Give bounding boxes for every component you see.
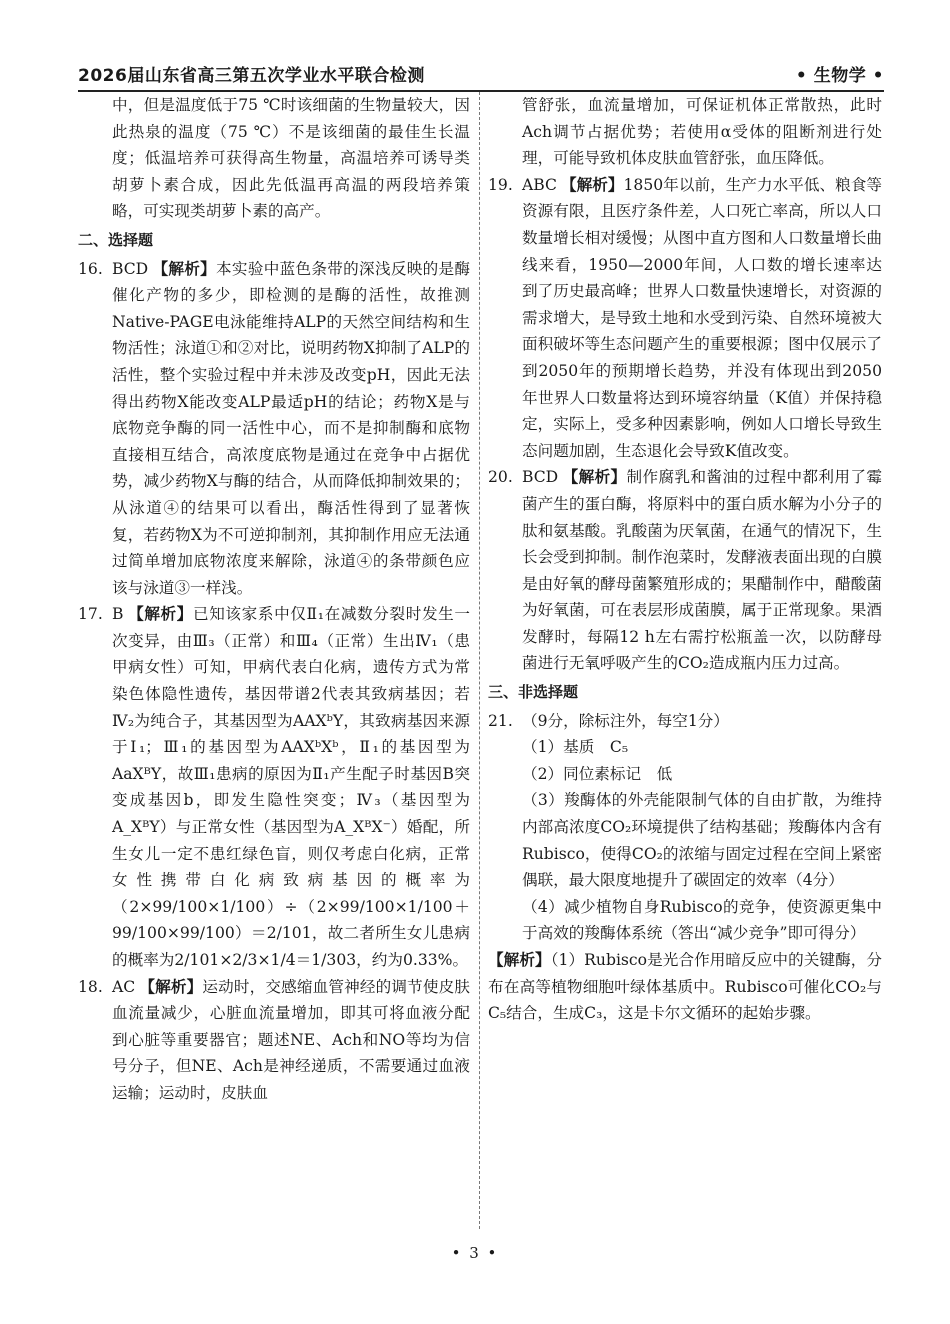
answer-item-17 xyxy=(78,601,470,973)
analysis-text: 本实验中蓝色条带的深浅反映的是酶催化产物的多少，即检测的是酶的活性，故推测Native-PAGE电泳能维持ALP的天然空间结构和生物活性；泳道①和②对比，说明药物X抑制了ALP的活性，整个实验过程中并未涉及改变pH，因此无法得出药物X能改变ALP最适pH的结论；药物X是与底物竞争酶的同一活性中心，而不是抑制酶和底物直接相互结合，高浓度底物是通过在竞争中占据优势，减少药物X与酶的结合，从而降低抑制效果的；从泳道④的结果可以看出，酶活性得到了显著恢复，若药物X为不可逆抑制剂，其抑制作用应无法通过简单增加底物浓度来解除，泳道④的条带颜色应该与泳道③一样浅。 xyxy=(112,259,470,597)
q21-analysis xyxy=(488,947,882,1027)
right-column xyxy=(488,92,882,1229)
section-heading-nonchoice: 三、非选择题 xyxy=(488,683,579,702)
answer-part-1: （1）基质 C₅ xyxy=(522,738,629,757)
analysis-tag: 【解析】 xyxy=(560,174,624,194)
answer-key: BCD xyxy=(112,259,149,278)
answer-item-16 xyxy=(78,256,470,602)
subject-label: • 生物学 • xyxy=(795,66,884,86)
analysis-tag: 【解析】 xyxy=(562,467,627,487)
score-note: （9分，除标注外，每空1分） xyxy=(522,711,729,730)
analysis-text: 1850年以前，生产力水平低、粮食等资源有限，且医疗条件差，人口死亡率高，所以人口数量增长相对缓慢；从图中直方图和人口数量增长曲线来看，1950—2000年间，人口数的增长速率达到了历史最高峰；世界人口数量快速增长，对资源的需求增大，是导致土地和水受到污染、自然环境被大面积破坏等生态问题产生的重要根源；图中仅展示了到2050年的预期增长趋势，并没有体现出到2050年世界人口数量将达到环境容纳量（K值）并保持稳定，实际上，受多种因素影响，例如人口增长导致生态问题加剧，生态退化会导致K值改变。 xyxy=(522,175,882,460)
answer-key: AC xyxy=(112,977,136,996)
section-heading-choice: 二、选择题 xyxy=(78,230,154,249)
column-divider xyxy=(479,92,480,1229)
analysis-tag: 【解析】 xyxy=(139,976,203,996)
analysis-tag: 【解析】 xyxy=(127,604,193,624)
item-number: 19. xyxy=(488,175,513,194)
analysis-text: 制作腐乳和酱油的过程中都利用了霉菌产生的蛋白酶，将原料中的蛋白质水解为小分子的肽和氨基酸。乳酸菌为厌氧菌，在通气的情况下，生长会受到抑制。制作泡菜时，发酵液表面出现的白膜是由好氧的酵母菌繁殖形成的；果醋制作中，醋酸菌为好氧菌，可在表层形成菌膜，属于正常现象。果酒发酵时，每隔12 h左右需拧松瓶盖一次，以防酵母菌进行无氧呼吸产生的CO₂造成瓶内压力过高。 xyxy=(522,468,882,673)
answer-part-3: （3）羧酶体的外壳能限制气体的自由扩散，为维持内部高浓度CO₂环境提供了结构基础；羧酶体内含有Rubisco，使得CO₂的浓缩与固定过程在空间上紧密偶联，最大限度地提升了碳固定的效率（4分） xyxy=(522,791,882,890)
q15-continued-text: 中，但是温度低于75 ℃时该细菌的生物量较大，因此热泉的温度（75 ℃）不是该细菌的最佳生长温度；低温培养可获得高生物量，高温培养可诱导类胡萝卜素合成，因此先低温再高温的两段培养策略，可实现类胡萝卜素的高产。 xyxy=(112,96,470,221)
page-number: • 3 • xyxy=(451,1244,499,1262)
answer-item-20 xyxy=(488,464,882,677)
analysis-tag: 【解析】 xyxy=(152,258,217,278)
analysis-text: 运动时，交感缩血管神经的调节使皮肤血流量减少，心脏血流量增加，即其可将血液分配到心脏等重要器官；题述NE、Ach和NO等均为信号分子，但NE、Ach是神经递质，不需要通过血液运输；运动时，皮肤血 xyxy=(112,977,470,1102)
item-number: 17. xyxy=(78,605,103,624)
analysis-text: （1）Rubisco是光合作用暗反应中的关键酶，分布在高等植物细胞叶绿体基质中。Rubisco可催化CO₂与C₅结合，生成C₃，这是卡尔文循环的起始步骤。 xyxy=(488,951,882,1023)
analysis-tag: 【解析】 xyxy=(488,950,551,969)
item-number: 20. xyxy=(488,468,513,487)
item-number: 18. xyxy=(78,977,103,996)
left-column xyxy=(78,92,470,1229)
answer-part-2: （2）同位素标记 低 xyxy=(522,764,673,783)
q18-continued-text: 管舒张，血流量增加，可保证机体正常散热，此时Ach调节占据优势；若使用α受体的阻断剂进行处理，可能导致机体皮肤血管舒张，血压降低。 xyxy=(522,96,882,168)
answer-part-4: （4）减少植物自身Rubisco的竞争，使资源更集中于高效的羧酶体系统（答出“减少竞争”即可得分） xyxy=(522,897,882,943)
item-number: 21. xyxy=(488,711,513,730)
answer-key: B xyxy=(112,605,124,624)
answer-key: ABC xyxy=(522,175,557,194)
page-header xyxy=(78,52,884,92)
analysis-text: 已知该家系中仅Ⅱ₁在减数分裂时发生一次变异，由Ⅲ₃（正常）和Ⅲ₄（正常）生出Ⅳ₁（患甲病女性）可知，甲病代表白化病，遗传方式为常染色体隐性遗传，基因带谱2代表其致病基因；若Ⅳ₂为纯合子，其基因型为AAXᵇY，其致病基因来源于Ⅰ₁；Ⅲ₁的基因型为AAXᵇXᵇ，Ⅱ₁的基因型为AaXᴮY，故Ⅲ₁患病的原因为Ⅱ₁产生配子时基因B突变成基因b，即发生隐性突变；Ⅳ₃（基因型为A_XᴮY）与正常女性（基因型为A_XᴮX⁻）婚配，所生女儿一定不患红绿色盲，则仅考虑白化病，正常女性携带白化病致病基因的概率为（2×99/100×1/100）÷（2×99/100×1/100＋99/100×99/100）＝2/101，故二者所生女儿患病的概率为2/101×2/3×1/4＝1/303，约为0.33%。 xyxy=(112,605,470,969)
exam-title: 2026届山东省高三第五次学业水平联合检测 xyxy=(78,66,425,86)
answer-key: BCD xyxy=(522,468,559,487)
item-number: 16. xyxy=(78,259,103,278)
answer-item-19 xyxy=(488,172,882,465)
answer-item-21 xyxy=(488,708,882,947)
answer-item-18 xyxy=(78,974,470,1107)
